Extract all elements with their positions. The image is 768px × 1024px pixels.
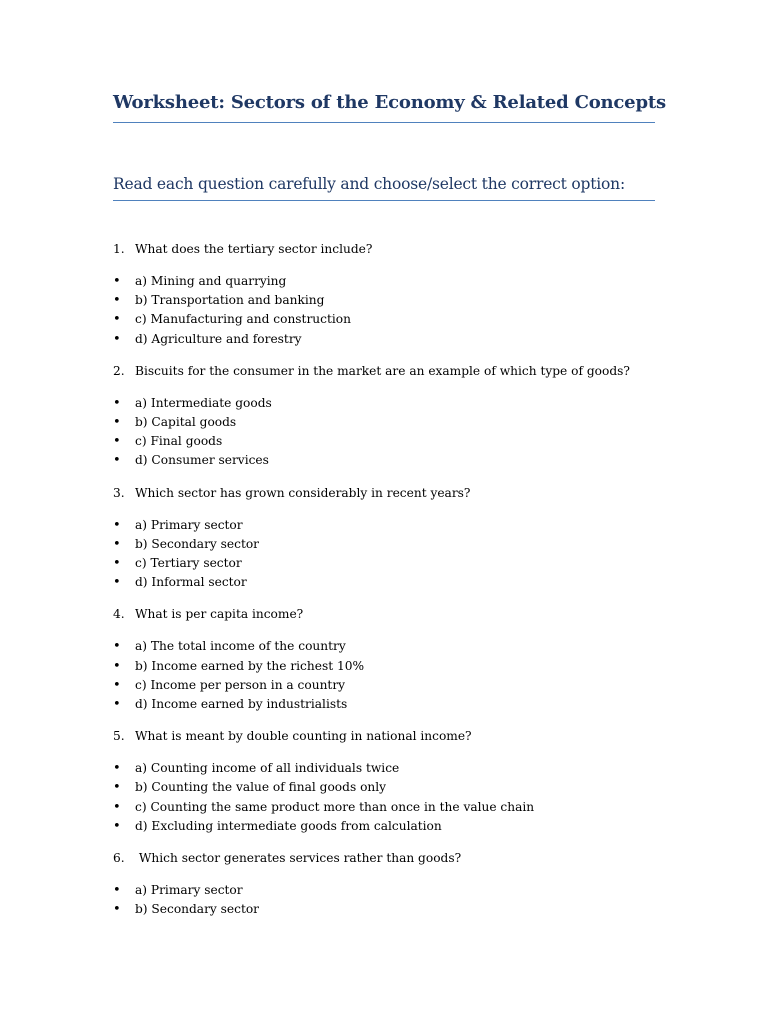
- question-prompt: What does the tertiary sector include?: [135, 242, 373, 256]
- question-number: 4.: [113, 607, 125, 622]
- question-text: [113, 605, 655, 624]
- question-prompt: Which sector has grown considerably in recent years?: [135, 485, 471, 500]
- option-label: c) Tertiary sector: [135, 556, 242, 571]
- bullet-icon: •: [113, 639, 121, 655]
- option-label: a) Primary sector: [135, 883, 243, 898]
- option-item: [113, 881, 655, 900]
- bullet-icon: •: [113, 697, 121, 713]
- option-item: [113, 554, 655, 573]
- bullet-icon: •: [113, 434, 121, 450]
- option-item: [113, 516, 655, 535]
- option-label: b) Secondary sector: [135, 536, 260, 551]
- option-label: d) Income earned by industrialists: [135, 697, 348, 712]
- question-prompt: Which sector generates services rather than goods?: [135, 851, 462, 866]
- question-number: 6.: [113, 851, 125, 866]
- option-label: a) Primary sector: [135, 517, 243, 532]
- option-item: [113, 394, 655, 413]
- question-text: [113, 484, 655, 503]
- option-label: c) Final goods: [135, 434, 223, 449]
- option-item: [113, 695, 655, 714]
- bullet-icon: •: [113, 453, 121, 469]
- option-list: [113, 394, 655, 471]
- option-item: [113, 272, 655, 291]
- option-item: [113, 310, 655, 329]
- bullet-icon: •: [113, 575, 121, 591]
- bullet-icon: •: [113, 883, 121, 899]
- bullet-icon: •: [113, 331, 121, 347]
- question-number: 1.: [113, 242, 125, 256]
- question-text: [113, 727, 655, 746]
- option-label: c) Manufacturing and construction: [135, 312, 351, 327]
- question-text: [113, 240, 655, 259]
- option-label: d) Informal sector: [135, 575, 247, 590]
- bullet-icon: •: [113, 780, 121, 796]
- bullet-icon: •: [113, 312, 121, 328]
- option-label: a) Mining and quarrying: [135, 274, 287, 288]
- option-label: c) Counting the same product more than once in the value chain: [135, 799, 535, 814]
- option-item: [113, 798, 655, 817]
- option-label: a) Counting income of all individuals twice: [135, 761, 400, 776]
- option-label: b) Capital goods: [135, 415, 237, 430]
- option-item: [113, 573, 655, 592]
- option-label: a) Intermediate goods: [135, 395, 272, 410]
- instruction-divider: [113, 200, 655, 201]
- question-prompt: What is per capita income?: [135, 607, 304, 622]
- bullet-icon: •: [113, 902, 121, 918]
- question-prompt: Biscuits for the consumer in the market are an example of which type of goods?: [135, 363, 630, 378]
- bullet-icon: •: [113, 415, 121, 431]
- bullet-icon: •: [113, 761, 121, 777]
- title-divider: [113, 122, 655, 123]
- option-item: [113, 432, 655, 451]
- bullet-icon: •: [113, 293, 121, 309]
- bullet-icon: •: [113, 677, 121, 693]
- question-5: [113, 727, 655, 836]
- option-item: [113, 676, 655, 695]
- option-label: b) Transportation and banking: [135, 293, 325, 308]
- option-list: [113, 272, 655, 349]
- option-item: [113, 759, 655, 778]
- option-item: [113, 657, 655, 676]
- option-label: c) Income per person in a country: [135, 677, 346, 692]
- option-label: d) Consumer services: [135, 453, 269, 468]
- option-item: [113, 900, 655, 919]
- question-text: [113, 362, 655, 381]
- option-item: [113, 637, 655, 656]
- option-label: b) Secondary sector: [135, 902, 260, 917]
- bullet-icon: •: [113, 517, 121, 533]
- question-4: [113, 605, 655, 714]
- option-item: [113, 778, 655, 797]
- bullet-icon: •: [113, 274, 121, 289]
- option-list: [113, 759, 655, 836]
- question-number: 5.: [113, 729, 125, 744]
- bullet-icon: •: [113, 799, 121, 815]
- question-6: [113, 849, 655, 919]
- option-item: [113, 817, 655, 836]
- option-list: [113, 516, 655, 593]
- bullet-icon: •: [113, 818, 121, 834]
- option-label: b) Income earned by the richest 10%: [135, 658, 365, 673]
- bullet-icon: •: [113, 658, 121, 674]
- bullet-icon: •: [113, 395, 121, 411]
- instruction-heading: Read each question carefully and choose/select the correct option:: [113, 175, 625, 193]
- option-item: [113, 535, 655, 554]
- option-list: [113, 881, 655, 919]
- option-item: [113, 451, 655, 470]
- question-number: 3.: [113, 485, 125, 500]
- bullet-icon: •: [113, 536, 121, 552]
- option-item: [113, 330, 655, 349]
- question-2: [113, 362, 655, 471]
- option-label: d) Excluding intermediate goods from calculation: [135, 818, 442, 833]
- question-text: [113, 849, 655, 868]
- bullet-icon: •: [113, 556, 121, 572]
- question-number: 2.: [113, 363, 125, 378]
- page-title: Worksheet: Sectors of the Economy & Related Concepts: [113, 92, 666, 113]
- option-label: d) Agriculture and forestry: [135, 331, 302, 346]
- question-list: [113, 240, 655, 932]
- option-item: [113, 413, 655, 432]
- option-label: a) The total income of the country: [135, 639, 346, 654]
- option-item: [113, 291, 655, 310]
- option-label: b) Counting the value of final goods only: [135, 780, 387, 795]
- question-3: [113, 484, 655, 593]
- question-1: [113, 240, 655, 349]
- question-prompt: What is meant by double counting in national income?: [135, 729, 472, 744]
- option-list: [113, 637, 655, 714]
